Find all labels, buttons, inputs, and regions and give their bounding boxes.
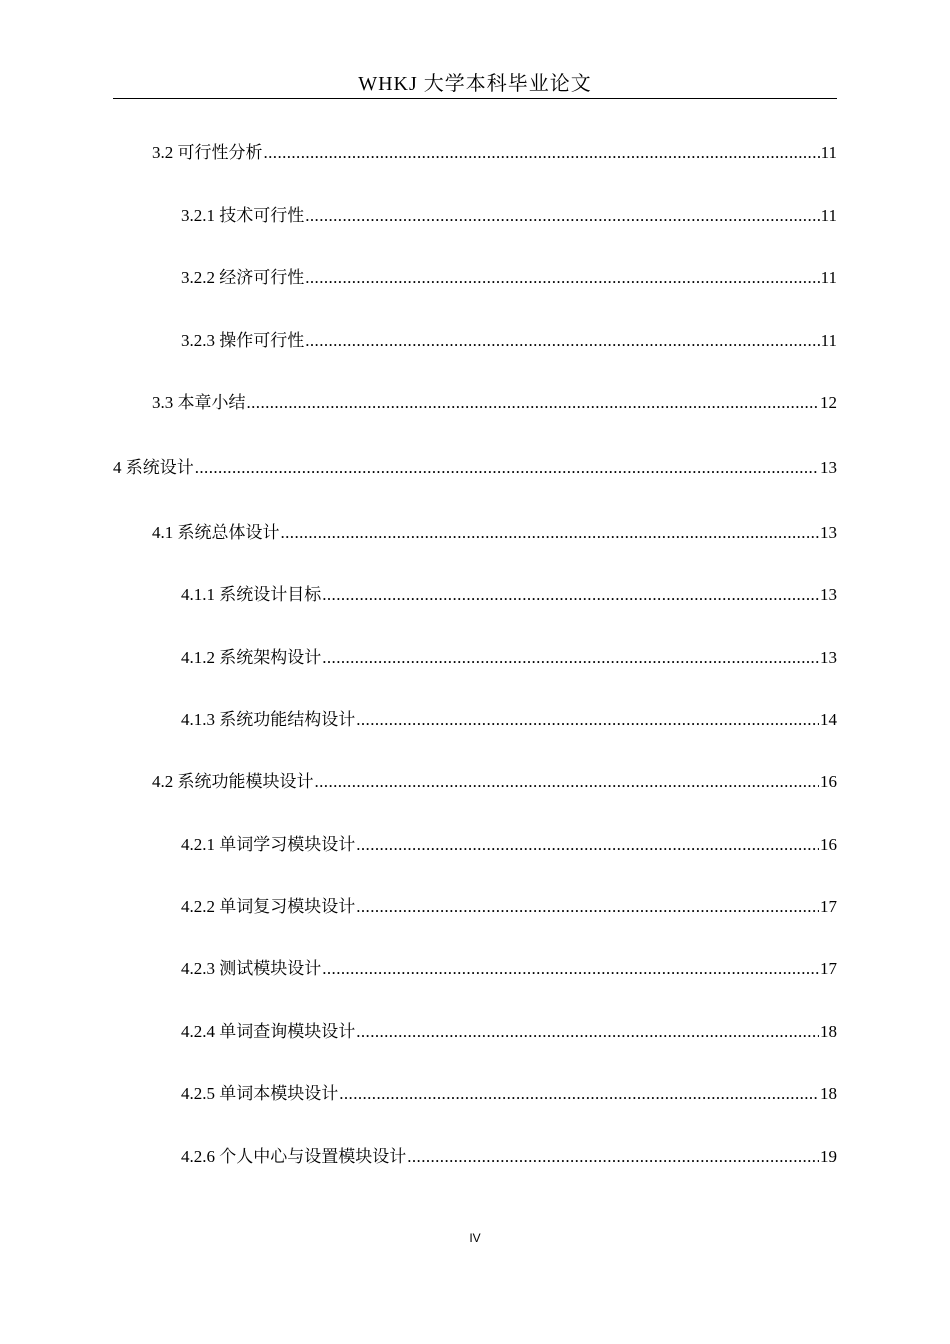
toc-dot-leader bbox=[195, 456, 819, 480]
toc-entry-4-1[interactable] bbox=[152, 521, 837, 545]
toc-entry-title: 4.1.2 系统架构设计 bbox=[181, 648, 322, 667]
toc-entry-title: 4.2.5 单词本模块设计 bbox=[181, 1084, 339, 1103]
toc-page-number: 13 bbox=[820, 585, 837, 604]
toc-entry-4-2-1[interactable] bbox=[181, 833, 837, 857]
toc-entry-4-1-1[interactable] bbox=[181, 583, 837, 607]
toc-dot-leader bbox=[247, 391, 820, 415]
toc-entry-4-2-6[interactable] bbox=[181, 1145, 837, 1169]
toc-entry-title: 4.2.3 测试模块设计 bbox=[181, 959, 322, 978]
toc-dot-leader bbox=[407, 1145, 819, 1169]
toc-dot-leader bbox=[356, 708, 819, 732]
toc-entry-title: 4.2.4 单词查询模块设计 bbox=[181, 1022, 356, 1041]
toc-entry-3-2-3[interactable] bbox=[181, 329, 837, 353]
toc-page-number: 11 bbox=[820, 143, 837, 162]
toc-entry-title: 3.3 本章小结 bbox=[152, 393, 246, 412]
toc-entry-4-1-3[interactable] bbox=[181, 708, 837, 732]
toc-dot-leader bbox=[305, 266, 819, 290]
toc-page-number: 18 bbox=[820, 1022, 837, 1041]
toc-page-number: 11 bbox=[820, 206, 837, 225]
toc-entry-4-2-5[interactable] bbox=[181, 1082, 837, 1106]
toc-page-number: 12 bbox=[820, 393, 837, 412]
toc-entry-title: 3.2.3 操作可行性 bbox=[181, 331, 305, 350]
toc-entry-title: 4.1 系统总体设计 bbox=[152, 523, 280, 542]
toc-dot-leader bbox=[305, 329, 819, 353]
toc-page-number: 18 bbox=[820, 1084, 837, 1103]
toc-page-number: 16 bbox=[820, 835, 837, 854]
toc-entry-title: 4.2.1 单词学习模块设计 bbox=[181, 835, 356, 854]
toc-dot-leader bbox=[356, 833, 819, 857]
toc-page-number: 13 bbox=[820, 648, 837, 667]
toc-entry-title: 4.2.6 个人中心与设置模块设计 bbox=[181, 1147, 407, 1166]
toc-dot-leader bbox=[305, 204, 819, 228]
toc-page-number: 13 bbox=[820, 458, 837, 477]
footer-page-number: IV bbox=[469, 1231, 481, 1245]
toc-page-number: 13 bbox=[820, 523, 837, 542]
toc-page-number: 19 bbox=[820, 1147, 837, 1166]
toc-page-number: 14 bbox=[820, 710, 837, 729]
toc-entry-title: 4 系统设计 bbox=[113, 458, 194, 477]
toc-dot-leader bbox=[322, 957, 819, 981]
toc-dot-leader bbox=[356, 1020, 819, 1044]
toc-entry-4[interactable] bbox=[113, 456, 837, 480]
toc-dot-leader bbox=[315, 770, 820, 794]
page-header-title: WHKJ 大学本科毕业论文 bbox=[358, 73, 592, 95]
toc-entry-4-2-2[interactable] bbox=[181, 895, 837, 919]
toc-entry-4-1-2[interactable] bbox=[181, 646, 837, 670]
toc-entry-4-2-4[interactable] bbox=[181, 1020, 837, 1044]
toc-entry-4-2-3[interactable] bbox=[181, 957, 837, 981]
toc-entry-3-2[interactable] bbox=[152, 141, 837, 165]
toc-entry-3-2-1[interactable] bbox=[181, 204, 837, 228]
toc-dot-leader bbox=[322, 583, 819, 607]
toc-page-number: 11 bbox=[820, 331, 837, 350]
toc-dot-leader bbox=[281, 521, 820, 545]
toc-entry-4-2[interactable] bbox=[152, 770, 837, 794]
toc-dot-leader bbox=[264, 141, 820, 165]
toc-entry-title: 3.2 可行性分析 bbox=[152, 143, 263, 162]
toc-dot-leader bbox=[356, 895, 819, 919]
toc-page-number: 17 bbox=[820, 897, 837, 916]
toc-dot-leader bbox=[322, 646, 819, 670]
toc-page-number: 16 bbox=[820, 772, 837, 791]
toc-page-number: 17 bbox=[820, 959, 837, 978]
toc-dot-leader bbox=[339, 1082, 819, 1106]
toc-entry-3-3[interactable] bbox=[152, 391, 837, 415]
toc-entry-title: 4.2 系统功能模块设计 bbox=[152, 772, 314, 791]
toc-entry-title: 3.2.2 经济可行性 bbox=[181, 268, 305, 287]
header-divider bbox=[113, 98, 837, 99]
toc-entry-3-2-2[interactable] bbox=[181, 266, 837, 290]
toc-entry-title: 4.1.1 系统设计目标 bbox=[181, 585, 322, 604]
toc-entry-title: 3.2.1 技术可行性 bbox=[181, 206, 305, 225]
toc-page-number: 11 bbox=[820, 268, 837, 287]
toc-entry-title: 4.2.2 单词复习模块设计 bbox=[181, 897, 356, 916]
toc-entry-title: 4.1.3 系统功能结构设计 bbox=[181, 710, 356, 729]
